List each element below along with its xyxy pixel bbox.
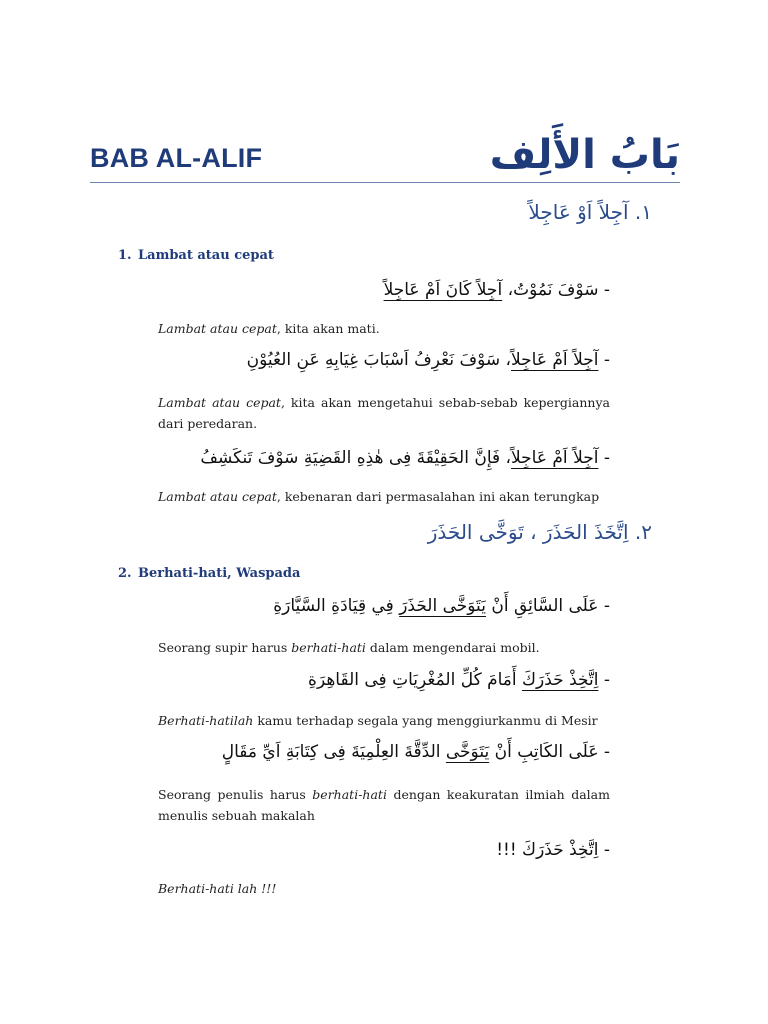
example-arabic [222,742,610,762]
arabic-text: ، فَإِنَّ الحَقِيْقَةَ فِى هٰذِهِ القَضِيَةِ سَوْفَ تَنكَشِفُ [200,448,512,468]
section-2-title: Berhati-hati, Waspada [138,566,301,581]
section-1-heading-latin [118,248,274,263]
arabic-underlined-phrase: آجِلاً اَمْ عَاجِلاً [511,350,599,370]
translation-text: , kebenaran dari permasalahan ini akan terungkap [276,489,600,504]
translation-italic: berhati-hati [291,640,366,655]
arabic-text: - [598,448,610,468]
example-arabic [200,448,610,468]
translation-italic: Lambat atau cepat [158,395,281,410]
arabic-text: ، سَوْفَ نَعْرِفُ اَسْبَابَ غِيَابِهِ عَنِ العُيُوْنِ [246,350,512,370]
example-translation [158,710,610,731]
arabic-text: - عَلَى السَّائِقِ أَنْ [485,596,610,616]
page-title-latin: BAB AL-ALIF [90,143,263,173]
translation-italic: Lambat atau cepat [158,489,277,504]
translation-italic: berhati-hati [312,787,387,802]
section-1-number: 1. [118,248,132,263]
translation-text: , kita akan mengetahui sebab-sebab kepergiannya dari peredaran. [158,395,610,431]
translation-text: Seorang supir harus [158,640,292,655]
translation-text: Seorang penulis harus [158,787,313,802]
arabic-text: أَمَامَ كُلِّ المُغْرِيَاتِ فِى القَاهِرَةِ [308,670,523,690]
page-title-arabic: بَابُ الأَلِف [489,132,680,178]
example-arabic [384,280,610,300]
example-translation [158,392,610,434]
translation-italic: Lambat atau cepat [158,321,277,336]
example-arabic [496,840,610,860]
arabic-text: - سَوْفَ نَمُوْتُ، [502,280,610,300]
title-row [90,112,680,182]
example-arabic [247,350,610,370]
arabic-text: فِي قِيَادَةِ السَّيَّارَةِ [273,596,400,616]
arabic-underlined-phrase: آجِلاً اَمْ عَاجِلاً [511,448,599,468]
arabic-underlined-phrase: يَتَوَخَّى الحَذَرَ [399,596,486,616]
example-translation [158,318,610,339]
section-2-heading-arabic: ٢. اِتَّخَذَ الحَذَرَ ، تَوَخَّى الحَذَرَ [427,520,652,544]
example-translation [158,637,610,658]
arabic-underlined-phrase: يَتَوَخَّى [445,742,490,762]
translation-italic: Berhati-hatilah [158,713,254,728]
section-2-number: 2. [118,566,132,581]
translation-text: , kita akan mati. [276,321,380,336]
example-arabic [308,670,610,690]
translation-text: dalam mengendarai mobil. [365,640,540,655]
arabic-text: - [598,670,610,690]
arabic-underlined-phrase: آجِلاً كَانَ اَمْ عَاجِلاً [383,280,503,300]
arabic-text: - اِتَّخِذْ حَذَرَكَ !!! [496,840,610,860]
title-divider [90,182,680,183]
example-arabic [273,596,610,616]
arabic-underlined-phrase: اِتَّخِذْ حَذَرَكَ [522,670,599,690]
arabic-text: - عَلَى الكَاتِبِ أَنْ [489,742,610,762]
translation-text: kamu terhadap segala yang menggiurkanmu di Mesir [253,713,598,728]
section-1-heading-arabic: ١. آجِلاً اَوْ عَاجِلاً [528,200,652,224]
arabic-text: الدِّقَّةَ العِلْمِيَةَ فِى كِتَابَةِ اَيِّ مَقَالٍ [221,742,446,762]
arabic-text: - [598,350,610,370]
translation-text: dengan keakuratan ilmiah dalam menulis sebuah makalah [158,787,610,823]
example-translation [158,784,610,826]
example-translation [158,878,610,899]
section-1-title: Lambat atau cepat [138,248,274,263]
translation-italic: Berhati-hati lah !!! [158,881,277,896]
example-translation [158,486,610,507]
section-2-heading-latin [118,566,300,581]
